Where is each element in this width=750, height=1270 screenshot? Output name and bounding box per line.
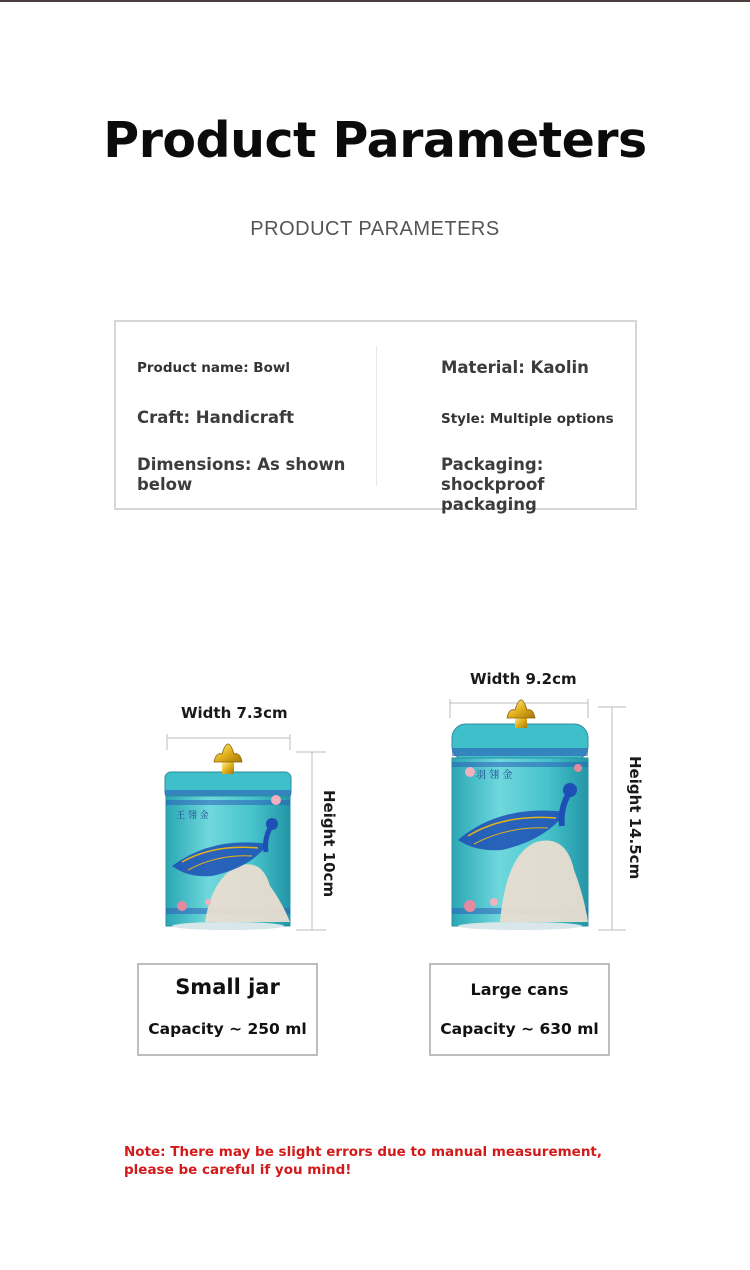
param-style: Style: Multiple options [441, 411, 614, 427]
param-product-name: Product name: Bowl [137, 360, 290, 376]
large-jar-name: Large cans [470, 980, 569, 999]
small-jar-name: Small jar [175, 975, 280, 999]
param-material: Material: Kaolin [441, 358, 589, 377]
measurement-note: Note: There may be slight errors due to manual measurement, please be careful if you mind! [124, 1144, 603, 1178]
large-jar-height-label: Height 14.5cm [626, 756, 644, 880]
large-jar-image [450, 699, 626, 930]
param-dimensions: Dimensions: As shown below [137, 455, 346, 494]
large-jar-info-box [429, 963, 610, 1056]
top-border-line [0, 0, 750, 2]
large-jar-capacity: Capacity ~ 630 ml [440, 1020, 599, 1038]
column-divider [376, 346, 377, 486]
svg-text:羽 翎 金: 羽 翎 金 [476, 770, 513, 781]
small-jar-width-label: Width 7.3cm [181, 704, 288, 722]
param-craft: Craft: Handicraft [137, 408, 295, 427]
page-subtitle: PRODUCT PARAMETERS [250, 218, 500, 240]
large-jar-width-label: Width 9.2cm [470, 670, 577, 688]
page-title: Product Parameters [103, 112, 647, 169]
small-jar-info-box [137, 963, 318, 1056]
param-packaging: Packaging: shockproof packaging [441, 455, 545, 514]
svg-text:王 翎 金: 王 翎 金 [176, 811, 209, 821]
small-jar-image [165, 734, 326, 930]
parameters-table [114, 320, 637, 514]
small-jar-height-label: Height 10cm [320, 790, 338, 898]
small-jar-capacity: Capacity ~ 250 ml [148, 1020, 307, 1038]
